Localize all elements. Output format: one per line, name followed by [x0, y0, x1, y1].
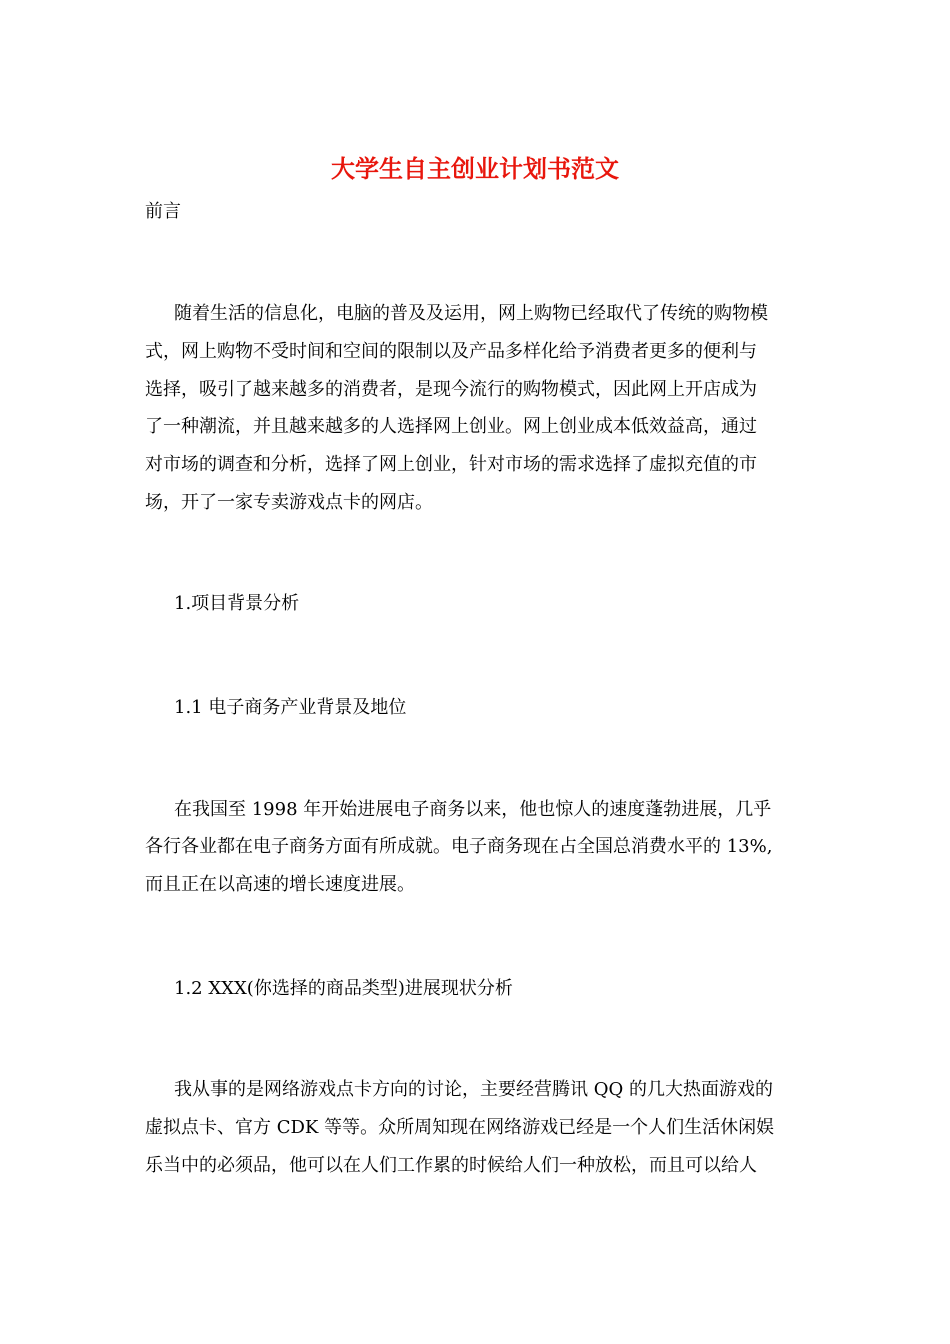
section-1-heading: 1.项目背景分析 — [174, 593, 300, 614]
paragraph-3-line-2: 虚拟点卡、官方 CDK 等等。众所周知现在网络游戏已经是一个人们生活休闲娱 — [145, 1117, 775, 1138]
paragraph-2-line-2: 各行各业都在电子商务方面有所成就。电子商务现在占全国总消费水平的 13%, — [145, 836, 773, 857]
paragraph-1-line-5: 对市场的调查和分析，选择了网上创业，针对市场的需求选择了虚拟充值的市 — [145, 454, 757, 475]
paragraph-1-line-1: 随着生活的信息化，电脑的普及及运用，网上购物已经取代了传统的购物模 — [174, 303, 768, 324]
document-title: 大学生自主创业计划书范文 — [331, 155, 619, 183]
section-1-1-heading: 1.1 电子商务产业背景及地位 — [174, 697, 407, 718]
paragraph-3-line-3: 乐当中的必须品，他可以在人们工作累的时候给人们一种放松，而且可以给人 — [145, 1155, 757, 1176]
paragraph-1-line-2: 式，网上购物不受时间和空间的限制以及产品多样化给予消费者更多的便利与 — [145, 341, 757, 362]
section-1-2-heading: 1.2 XXX(你选择的商品类型)进展现状分析 — [174, 978, 513, 999]
paragraph-2-line-1: 在我国至 1998 年开始进展电子商务以来，他也惊人的速度蓬勃进展，几乎 — [174, 799, 772, 820]
paragraph-1-line-3: 选择，吸引了越来越多的消费者，是现今流行的购物模式，因此网上开店成为 — [145, 379, 757, 400]
preface-heading: 前言 — [145, 201, 181, 222]
paragraph-2-line-3: 而且正在以高速的增长速度进展。 — [145, 874, 415, 895]
paragraph-3-line-1: 我从事的是网络游戏点卡方向的讨论，主要经营腾讯 QQ 的几大热面游戏的 — [174, 1079, 773, 1100]
paragraph-1-line-6: 场，开了一家专卖游戏点卡的网店。 — [145, 492, 433, 513]
paragraph-1-line-4: 了一种潮流，并且越来越多的人选择网上创业。网上创业成本低效益高，通过 — [145, 416, 757, 437]
